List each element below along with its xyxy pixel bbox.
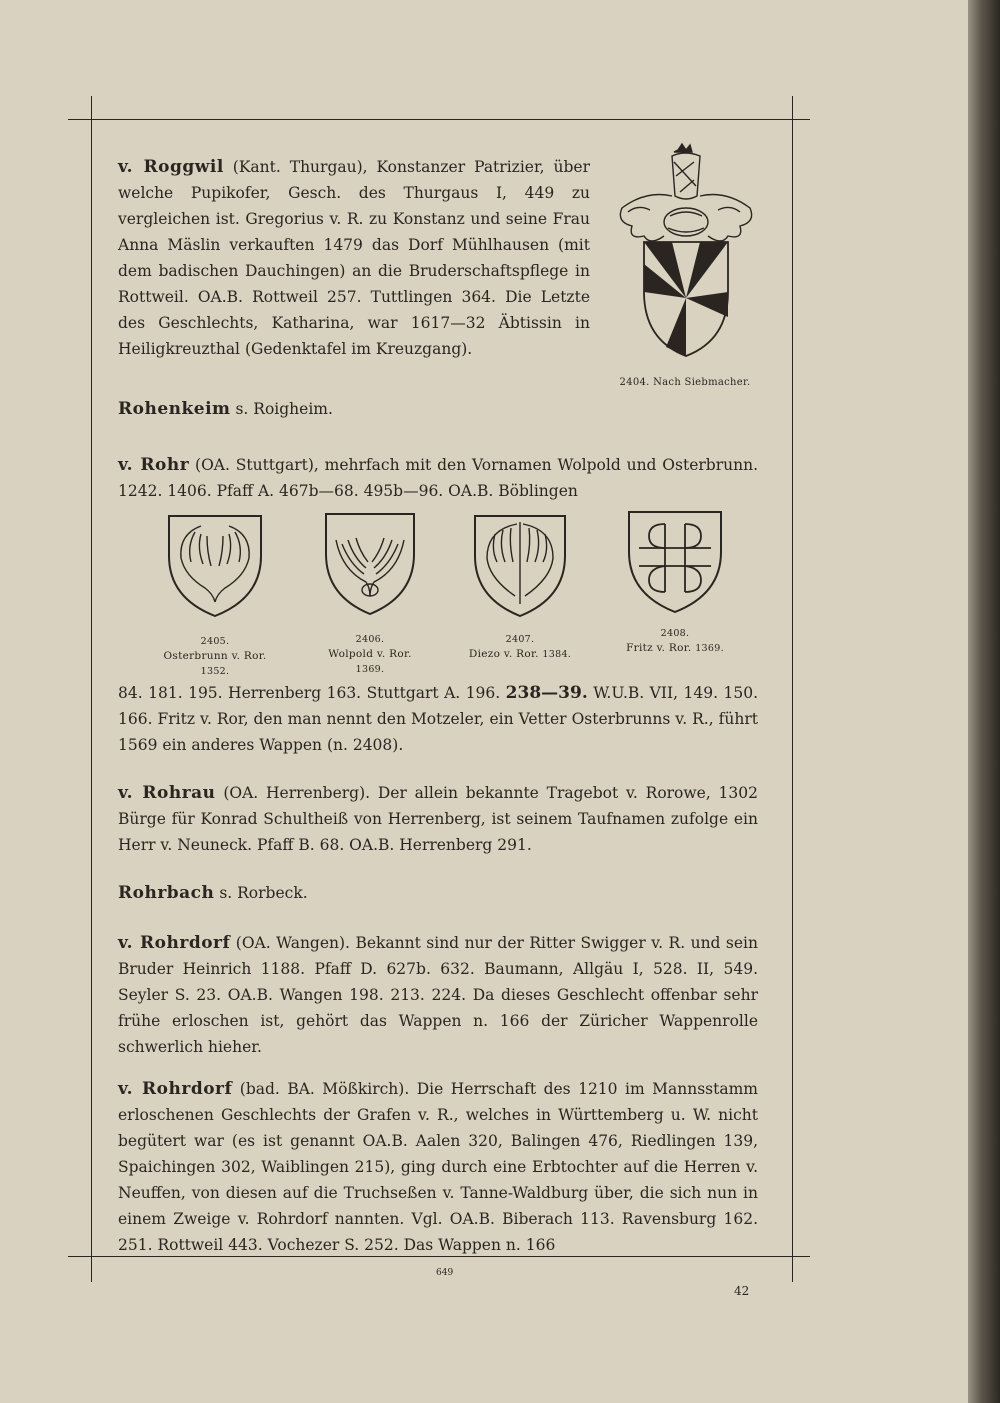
entry-rohrau	[118, 780, 758, 858]
figure-2407-caption-line	[455, 647, 585, 662]
figure-2406-caption: Wolpold v. Ror.	[328, 648, 412, 660]
figure-2405-caption: Osterbrunn v. Ror.	[163, 650, 267, 662]
entry-rohrau-text: (OA. Herrenberg). Der allein bekannte Tragebot v. Rorowe, 1302 Bürge für Konrad Schultheiß von Herrenberg, ist seinem Taufnamen zufolge ein Herr v. Neuneck. Pfaff B. 68. OA.B. Herrenberg 291.	[118, 784, 759, 854]
entry-rohr-cont-c: W.U.B. VII, 149. 150. 166. Fritz v. Ror, den man nennt den Motzeler, ein Vetter Osterbrunns v. R., führt 1569 ein anderes Wappen (n. 2408).	[118, 684, 758, 754]
entry-roggwil-text: (Kant. Thurgau), Konstanzer Patrizier, über welche Pupikofer, Gesch. des Thurgaus I, 449 zu vergleichen ist. Gregorius v. R. zu Konstanz und seine Frau Anna Mäslin verkauften 1479 das Dorf Mühlhausen (mit dem badischen Dauchingen) an die Bruderschaftspflege in Rottweil. OA.B. Rottweil 257. Tuttlingen 364. Die Letzte des Geschlechts, Katharina, war 1617—32 Äbtissin in Heiligkreuzthal (Gedenktafel im Kreuzgang).	[118, 158, 591, 358]
entry-rohr-text: (OA. Stuttgart), mehrfach mit den Vornamen Wolpold und Osterbrunn. 1242. 1406. Pfaff A. 467b—68. 495b—96. OA.B. Böblingen	[118, 456, 758, 500]
figure-2408-number: 2408.	[660, 628, 690, 639]
figure-2405	[150, 512, 280, 679]
top-rule	[68, 119, 810, 120]
entry-rohrbach-text: s. Rorbeck.	[214, 884, 308, 902]
wing-shield-2406-icon	[322, 510, 418, 618]
figure-2407-year: 1384.	[542, 649, 572, 660]
entry-rohr-continued	[118, 680, 758, 758]
wing-shield-2405-icon	[165, 512, 265, 620]
lemma-rohrbach: Rohrbach	[118, 883, 215, 903]
figure-2405-year: 1352.	[200, 666, 230, 677]
entry-rohr-cont-a: 84. 181. 195. Herrenberg 163. Stuttgart A. 196.	[118, 684, 506, 702]
entry-rohr	[118, 452, 758, 504]
coat-of-arms-2404-icon	[610, 142, 760, 367]
entry-rohrdorf-messkirch-text: (bad. BA. Mößkirch). Die Herrschaft des 1210 im Mannsstamm erloschenen Geschlechts der Grafen v. R., welches in Württemberg u. W. nicht begütert war (es ist genannt OA.B. Aalen 320, Balingen 476, Riedlingen 139, Spaichingen 302, Waiblingen 215), ging durch eine Erbtochter auf die Herren v. Neuffen, von diesen auf die Truchseßen v. Tanne-Waldburg über, die sich nun in einem Zweige v. Rohrdorf nannten. Vgl. OA.B. Biberach 113. Ravensburg 162. 251. Rottweil 443. Vochezer S. 252. Das Wappen n. 166	[118, 1080, 758, 1254]
folio-number: 649	[436, 1268, 454, 1278]
figure-2404	[600, 142, 770, 390]
lemma-rohrdorf-wangen: v. Rohrdorf	[118, 933, 231, 953]
lemma-roggwil: v. Roggwil	[118, 157, 224, 177]
book-edge	[968, 0, 1000, 1403]
lemma-rohrdorf-messkirch: v. Rohrdorf	[118, 1079, 233, 1099]
lemma-rohr: v. Rohr	[118, 455, 190, 475]
entry-roggwil	[118, 154, 590, 362]
cross-shield-2408-icon	[625, 508, 725, 616]
figure-2406-year: 1369.	[355, 664, 385, 675]
figure-2406-number: 2406.	[355, 634, 385, 645]
figure-2405-number: 2405.	[200, 636, 230, 647]
figure-2408-caption-line	[600, 641, 750, 656]
entry-rohrdorf-wangen	[118, 930, 758, 1060]
figure-2408	[600, 508, 750, 656]
entry-rohenkeim	[118, 396, 758, 422]
figure-2406	[305, 510, 435, 677]
left-rule	[91, 96, 92, 1282]
figure-2408-year: 1369.	[695, 643, 724, 654]
page-number: 42	[734, 1284, 750, 1298]
lemma-rohrau: v. Rohrau	[118, 783, 216, 803]
figure-2407-number: 2407.	[505, 634, 535, 645]
caption-2404: 2404. Nach Siebmacher.	[619, 377, 751, 388]
entry-rohrdorf-messkirch	[118, 1076, 758, 1258]
wing-shield-2407-icon	[471, 512, 569, 620]
entry-rohr-cont-b: 238—39.	[505, 683, 588, 703]
figure-2408-caption: Fritz v. Ror.	[626, 642, 692, 654]
lemma-rohenkeim: Rohenkeim	[118, 399, 231, 419]
figure-2407	[455, 512, 585, 662]
entry-rohrdorf-wangen-text: (OA. Wangen). Bekannt sind nur der Ritter Swigger v. R. und sein Bruder Heinrich 1188. Pfaff D. 627b. 632. Baumann, Allgäu I, 528. II, 549. Seyler S. 23. OA.B. Wangen 198. 213. 224. Da dieses Geschlecht offenbar sehr frühe erloschen ist, gehört das Wappen n. 166 der Züricher Wappenrolle schwerlich hieher.	[118, 934, 758, 1056]
right-rule	[792, 96, 793, 1282]
entry-rohrbach	[118, 880, 758, 906]
entry-rohenkeim-text: s. Roigheim.	[230, 400, 333, 418]
figure-2407-caption: Diezo v. Ror.	[468, 648, 539, 660]
